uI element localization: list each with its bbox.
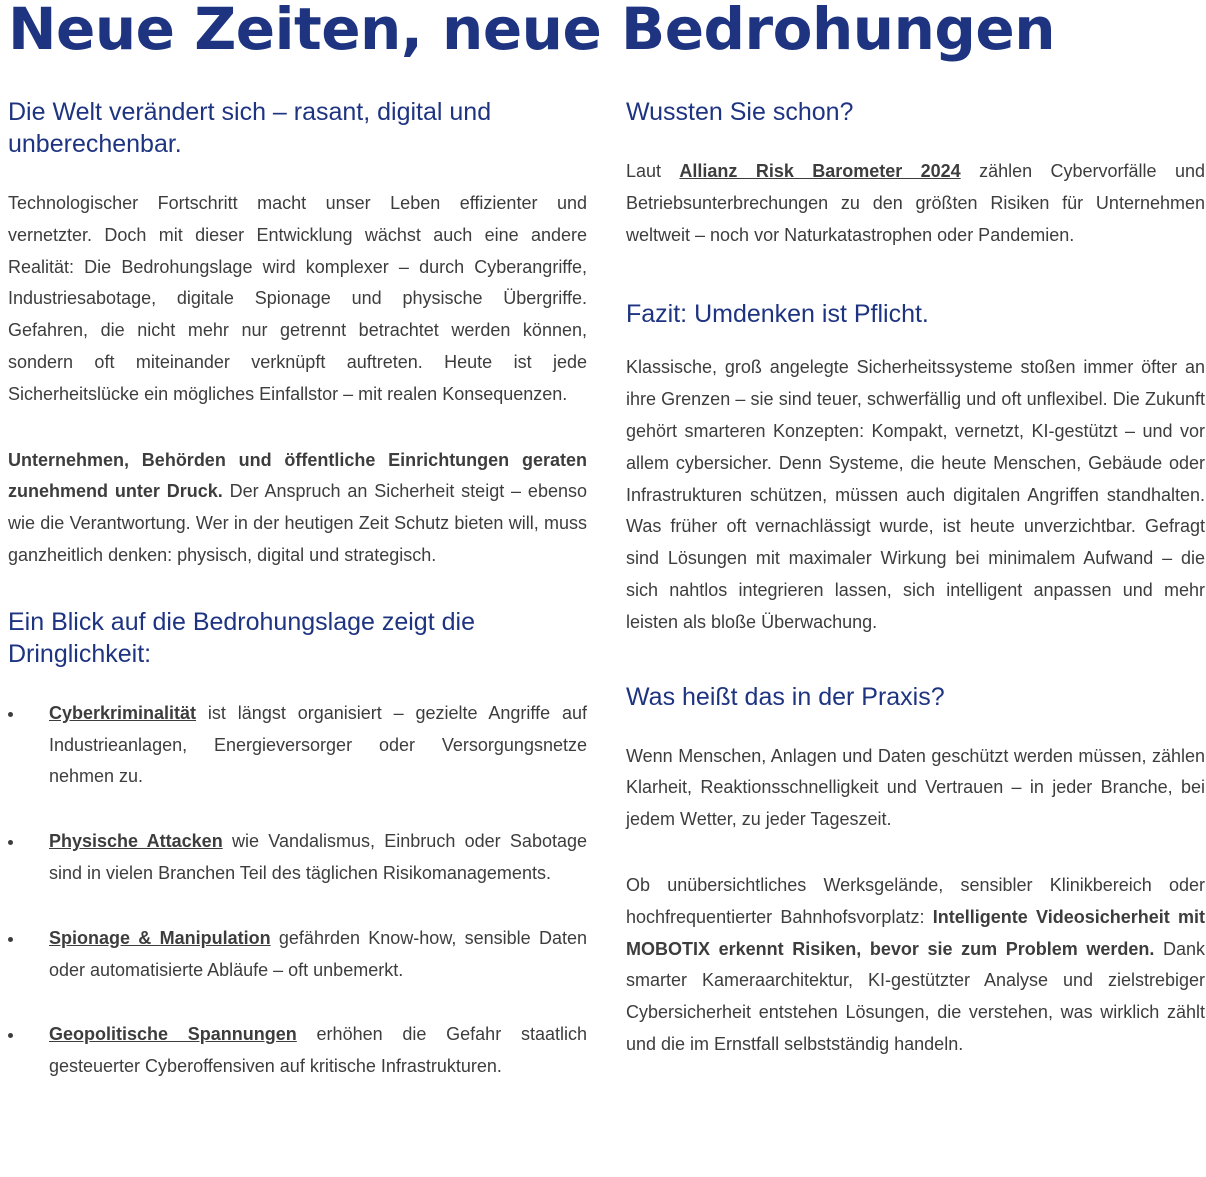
bottom-fade: [0, 1149, 1206, 1177]
list-item: [8, 826, 587, 890]
list-item: [8, 1019, 587, 1083]
section-heading-threat-situation: Ein Blick auf die Bedrohungslage zeigt die Dringlichkeit:: [8, 607, 475, 668]
paragraph-conclusion: Klassische, groß angelegte Sicherheitssysteme stoßen immer öfter an ihre Grenzen – sie sind teuer, schwerfällig und oft unflexibel. Die Zukunft gehört smarteren Konzepten: Kompakt, vernetzt, KI-gestützt – und vor allem cybersicher. Denn Systeme, die heute Menschen, Gebäude oder Infrastrukturen schützen, müssen auch digitalen Angriffen standhalten. Was früher oft vernachlässigt wurde, ist heute unverzichtbar. Gefragt sind Lösungen mit maximaler Wirkung bei minimalem Aufwand – die sich nahtlos integrieren lassen, sich intelligent anpassen und mehr leisten als bloße Überwachung.: [626, 357, 1205, 632]
list-item-text: ist längst organisiert – gezielte Angriffe auf Industrieanlagen, Energieversorger oder Versorgungsnetze nehmen zu.: [49, 702, 587, 787]
link-allianz-risk-barometer[interactable]: Allianz Risk Barometer 2024: [679, 161, 961, 181]
paragraph-mobotix-post: Dank smarter Kameraarchitektur, KI-gestützter Analyse und zielstrebiger Cybersicherheit entstehen Lösungen, die verstehen, was wirklich zählt und die im Ernstfall selbstständig handeln.: [626, 938, 1205, 1054]
bullet-icon: [8, 1033, 13, 1038]
section-heading-did-you-know: Wussten Sie schon?: [626, 98, 854, 126]
list-item-text: erhöhen die Gefahr staatlich gesteuerter Cyberoffensiven auf kritische Infrastrukturen.: [49, 1024, 587, 1077]
paragraph-pressure: [8, 445, 587, 572]
link-cyberkriminalitaet[interactable]: Cyberkriminalität: [49, 702, 197, 723]
list-item-text: gefährden Know-how, sensible Daten oder automatisierte Abläufe – oft unbemerkt.: [49, 927, 588, 980]
bullet-icon: [8, 712, 13, 717]
bullet-icon: [8, 840, 13, 845]
paragraph-mobotix: [626, 870, 1205, 1061]
list-item: [8, 923, 587, 987]
paragraph-mobotix-bold: Intelligente Videosicherheit mit MOBOTIX erkennt Risiken, bevor sie zum Problem werden.: [626, 906, 1206, 959]
list-item-text: wie Vandalismus, Einbruch oder Sabotage sind in vielen Branchen Teil des täglichen Risikomanagements.: [49, 831, 587, 883]
section-heading-world-changes: Die Welt verändert sich – rasant, digital und unberechenbar.: [8, 98, 492, 158]
bullet-icon: [8, 937, 13, 942]
section-heading-practice: Was heißt das in der Praxis?: [626, 682, 945, 711]
link-spionage-manipulation[interactable]: Spionage & Manipulation: [49, 927, 271, 948]
right-column: [626, 96, 1205, 1061]
paragraph-allianz-post: zählen Cybervorfälle und Betriebsunterbrechungen zu den größten Risiken für Unternehmen weltweit – noch vor Naturkatastrophen oder Pandemien.: [626, 161, 1205, 245]
paragraph-allianz: [626, 156, 1205, 251]
list-item: [8, 698, 587, 793]
link-geopolitische-spannungen[interactable]: Geopolitische Spannungen: [49, 1024, 297, 1045]
paragraph-pressure-bold: Unternehmen, Behörden und öffentliche Einrichtungen geraten zunehmend unter Druck.: [8, 449, 587, 502]
link-physische-attacken[interactable]: Physische Attacken: [49, 831, 223, 852]
section-heading-conclusion: Fazit: Umdenken ist Pflicht.: [626, 300, 929, 329]
page-title: Neue Zeiten, neue Bedrohungen: [8, 0, 1056, 63]
paragraph-mobotix-pre: Ob unübersichtliches Werksgelände, sensibler Klinikbereich oder hochfrequentierter Bahnhofsvorplatz:: [626, 874, 1205, 927]
left-column: [8, 96, 587, 1116]
paragraph-practice: Wenn Menschen, Anlagen und Daten geschützt werden müssen, zählen Klarheit, Reaktionsschnelligkeit und Vertrauen – in jeder Branche, bei jedem Wetter, zu jeder Tageszeit.: [626, 745, 1205, 830]
paragraph-pressure-text: Der Anspruch an Sicherheit steigt – ebenso wie die Verantwortung. Wer in der heutigen Zeit Schutz bieten will, muss ganzheitlich denken: physisch, digital und strategisch.: [8, 481, 587, 565]
threat-list: [8, 698, 587, 1083]
paragraph-allianz-pre: Laut: [626, 161, 680, 181]
paragraph-tech-progress: Technologischer Fortschritt macht unser Leben effizienter und vernetzter. Doch mit dieser Entwicklung wächst auch eine andere Realität: Die Bedrohungslage wird komplexer – durch Cyberangriffe, Industriesabotage, digitale Spionage und physische Übergriffe. Gefahren, die nicht mehr nur getrennt betrachtet werden können, sondern oft miteinander verknüpft auftreten. Heute ist jede Sicherheitslücke ein mögliches Einfallstor – mit realen Konsequenzen.: [8, 193, 587, 404]
